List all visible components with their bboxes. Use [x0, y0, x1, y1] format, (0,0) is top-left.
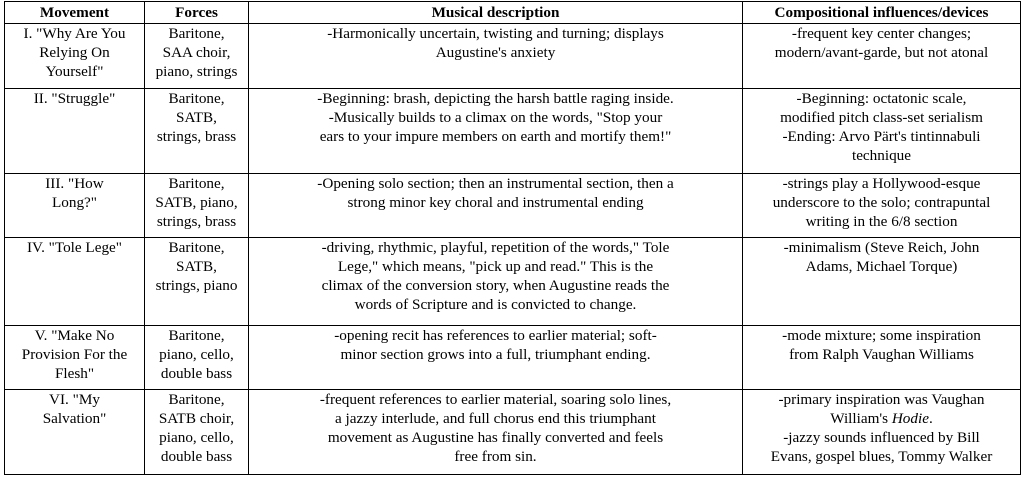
movement-cell: [5, 390, 145, 475]
cell-line: Long?": [52, 194, 97, 211]
cell-line: Yourself": [45, 63, 104, 80]
cell-line: piano, cello,: [159, 346, 234, 363]
cell-line: Provision For the: [21, 346, 128, 363]
cell-line: Flesh": [54, 365, 95, 382]
cell-line: Baritone,: [168, 239, 225, 256]
header-row: [5, 2, 1021, 24]
cell-line: writing in the 6/8 section: [805, 213, 958, 230]
cell-line: minor section grows into a full, triumphant ending.: [340, 346, 651, 363]
header-influences: Compositional influences/devices: [743, 2, 1021, 24]
description-cell: [249, 390, 743, 475]
cell-line: -frequent key center changes;: [791, 25, 972, 42]
cell-line: words of Scripture and is convicted to change.: [354, 296, 637, 313]
forces-cell: [145, 24, 249, 89]
header-movement: Movement: [5, 2, 145, 24]
cell-line: movement as Augustine has finally converted and feels: [327, 429, 664, 446]
cell-line: -primary inspiration was Vaughan: [778, 391, 985, 408]
table-row: [5, 89, 1021, 174]
table-row: [5, 24, 1021, 89]
cell-line: modified pitch class-set serialism: [780, 109, 983, 126]
cell-line: -Beginning: brash, depicting the harsh battle raging inside.: [317, 90, 674, 107]
description-cell: [249, 238, 743, 326]
table-row: [5, 326, 1021, 390]
table-row: [5, 238, 1021, 326]
cell-line: -Ending: Arvo Pärt's tintinnabuli: [782, 128, 981, 145]
cell-line: strings, brass: [156, 213, 237, 230]
description-cell: [249, 326, 743, 390]
cell-line: double bass: [160, 448, 233, 465]
influences-cell: [743, 326, 1021, 390]
influences-cell: [743, 89, 1021, 174]
cell-line: free from sin.: [454, 448, 537, 465]
cell-line: Baritone,: [168, 90, 225, 107]
cell-line: V. "Make No: [34, 327, 115, 344]
cell-line: SATB, piano,: [155, 194, 238, 211]
cell-line: -driving, rhythmic, playful, repetition of the words," Tole: [321, 239, 670, 256]
cell-line: -opening recit has references to earlier material; soft-: [334, 327, 657, 344]
cell-line: Baritone,: [168, 25, 225, 42]
cell-line: Salvation": [42, 410, 107, 427]
table-row: [5, 174, 1021, 238]
movement-cell: [5, 24, 145, 89]
cell-line: -jazzy sounds influenced by Bill: [783, 429, 980, 446]
cell-line: II. "Struggle": [33, 90, 116, 107]
cell-line: climax of the conversion story, when Augustine reads the: [321, 277, 670, 294]
movement-cell: [5, 89, 145, 174]
influences-cell: [743, 390, 1021, 475]
cell-line: SAA choir,: [162, 44, 231, 61]
description-cell: [249, 24, 743, 89]
influences-cell: [743, 174, 1021, 238]
cell-line: -mode mixture; some inspiration: [782, 327, 981, 344]
work-title: Hodie: [891, 410, 929, 427]
cell-line: Baritone,: [168, 175, 225, 192]
cell-line: Lege," which means, "pick up and read." This is the: [337, 258, 654, 275]
cell-line: SATB,: [176, 109, 217, 126]
cell-line: SATB choir,: [158, 410, 235, 427]
cell-line: underscore to the solo; contrapuntal: [772, 194, 991, 211]
cell-line: strings, piano: [155, 277, 238, 294]
forces-cell: [145, 89, 249, 174]
cell-text: William's: [830, 410, 892, 427]
cell-line: piano, cello,: [159, 429, 234, 446]
cell-line: -Harmonically uncertain, twisting and turning; displays: [327, 25, 664, 42]
cell-line: III. "How: [45, 175, 104, 192]
cell-line: strong minor key choral and instrumental ending: [347, 194, 644, 211]
cell-line: ears to your impure members on earth and mortify them!": [319, 128, 672, 145]
movement-cell: [5, 326, 145, 390]
cell-line: -frequent references to earlier material, soaring solo lines,: [319, 391, 672, 408]
influences-cell: [743, 24, 1021, 89]
cell-line: Adams, Michael Torque): [805, 258, 958, 275]
cell-line: Relying On: [39, 44, 110, 61]
cell-line: technique: [851, 147, 912, 164]
forces-cell: [145, 390, 249, 475]
header-description: Musical description: [249, 2, 743, 24]
cell-text: .: [928, 410, 933, 427]
cell-line: Evans, gospel blues, Tommy Walker: [770, 448, 993, 465]
cell-line: SATB,: [176, 258, 217, 275]
cell-line: piano, strings: [155, 63, 238, 80]
description-cell: [249, 174, 743, 238]
cell-line: Augustine's anxiety: [435, 44, 556, 61]
table-row: [5, 390, 1021, 475]
description-cell: [249, 89, 743, 174]
cell-line: -strings play a Hollywood-esque: [782, 175, 981, 192]
cell-line: -Opening solo section; then an instrumental section, then a: [317, 175, 674, 192]
forces-cell: [145, 326, 249, 390]
movement-cell: [5, 174, 145, 238]
movement-cell: [5, 238, 145, 326]
cell-line: double bass: [160, 365, 233, 382]
header-forces: Forces: [145, 2, 249, 24]
cell-line: -Beginning: octatonic scale,: [796, 90, 967, 107]
cell-line: modern/avant-garde, but not atonal: [774, 44, 989, 61]
influences-cell: [743, 238, 1021, 326]
movements-table: [4, 1, 1021, 475]
cell-line: I. "Why Are You: [23, 25, 126, 42]
cell-line: Baritone,: [168, 327, 225, 344]
forces-cell: [145, 174, 249, 238]
cell-line: from Ralph Vaughan Williams: [789, 346, 974, 363]
cell-line: -Musically builds to a climax on the words, "Stop your: [328, 109, 663, 126]
cell-line: Baritone,: [168, 391, 225, 408]
forces-cell: [145, 238, 249, 326]
cell-line: [746, 409, 1017, 428]
cell-line: strings, brass: [156, 128, 237, 145]
cell-line: a jazzy interlude, and full chorus end this triumphant: [335, 410, 656, 427]
cell-line: VI. "My: [49, 391, 100, 408]
cell-line: IV. "Tole Lege": [27, 239, 122, 256]
cell-line: -minimalism (Steve Reich, John: [783, 239, 980, 256]
